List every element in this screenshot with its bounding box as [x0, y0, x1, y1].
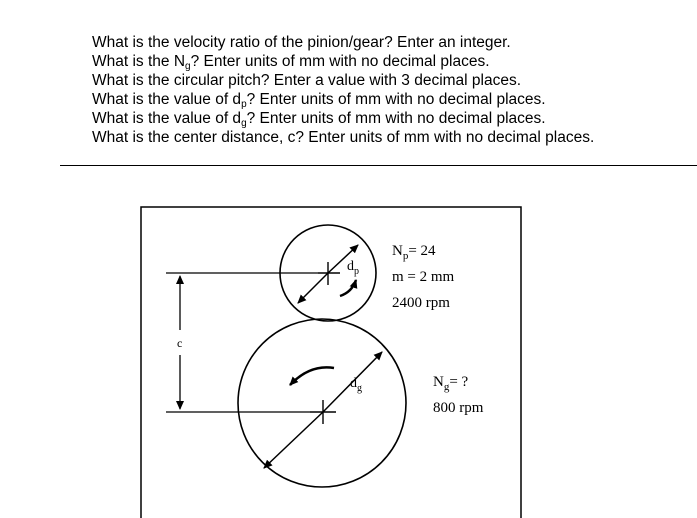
question-center-distance: What is the center distance, c? Enter units of mm with no decimal places.	[92, 129, 595, 146]
gear-circle	[238, 319, 406, 487]
question-dg: What is the value of $d_g$? Enter units of mm with no decimal places.	[92, 110, 546, 129]
dp-label: $d_p$	[347, 259, 359, 277]
question-ng: What is the $N_g$? Enter units of mm with no decimal places.	[92, 53, 490, 72]
dp-arrow-down	[298, 273, 328, 303]
question-dp: What is the value of $d_p$? Enter units of mm with no decimal places.	[92, 91, 546, 110]
pinion-speed-label: 2400 rpm	[392, 295, 450, 311]
question-velocity-ratio: What is the velocity ratio of the pinion/gear? Enter an integer.	[92, 34, 511, 51]
pinion-module-label: m = 2 mm	[392, 269, 455, 285]
gear-teeth-label: $N_g=$ ?	[433, 374, 469, 393]
gear-speed-label: 800 rpm	[433, 400, 484, 416]
dg-label: $d_g$	[350, 376, 362, 394]
gear-rotation-arrow	[290, 367, 334, 385]
dg-arrow-down	[264, 412, 323, 468]
pinion-teeth-label: $N_p= 24$	[392, 243, 436, 262]
figure-frame	[141, 207, 521, 518]
question-circular-pitch: What is the circular pitch? Enter a value with 3 decimal places.	[92, 72, 522, 89]
center-distance-label: c	[177, 336, 183, 350]
pinion-rotation-arrow	[340, 280, 356, 296]
